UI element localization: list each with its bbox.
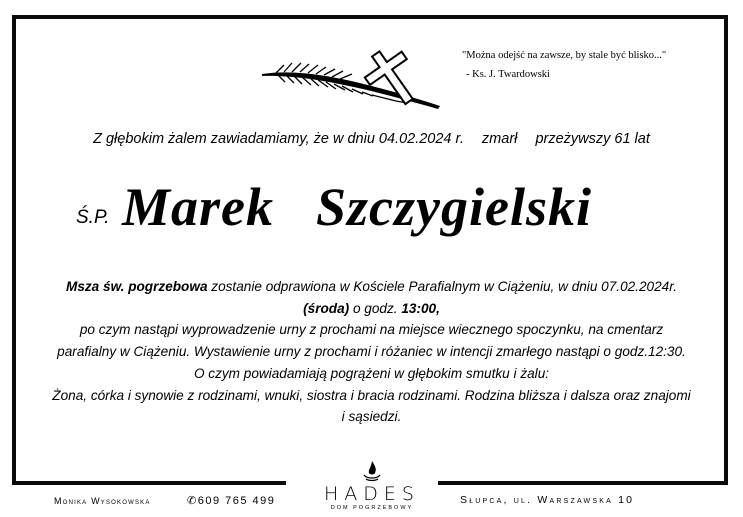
urn-info: po czym nastąpi wyprowadzenie urny z prochami na miejsce wiecznego spoczynku, na cmentarz parafialny w Ciążeniu. Wystawienie urny z prochami i różaniec w intencji zmarłego nastąpi o godz.12:30. — [57, 322, 686, 360]
weekday: (środa) — [303, 300, 350, 316]
cross-with-palm-icon — [262, 48, 442, 110]
mass-text: zostanie odprawiona w Kościele Parafialnym w Ciążeniu, w dniu 07.02.2024r. — [211, 279, 677, 294]
announcement-line — [0, 131, 743, 147]
phone-icon: ✆ — [187, 495, 198, 507]
contact-name: Monika Wysokowska — [54, 496, 151, 506]
company-subtitle: DOM POGRZEBOWY — [330, 505, 414, 511]
company-address: Słupca, ul. Warszawska 10 — [460, 494, 635, 506]
first-name: Marek — [122, 177, 274, 237]
company-name: HADES — [324, 483, 420, 505]
deceased-name — [122, 176, 592, 238]
mourners-intro: O czym powiadamiają pogrążeni w głębokim smutku i żalu: — [193, 365, 550, 381]
flame-icon — [362, 460, 382, 482]
age-text: przeżywszy 61 lat — [535, 131, 650, 147]
company-logo — [306, 458, 438, 514]
mass-label: Msza św. pogrzebowa — [66, 279, 208, 294]
quote-author: - Ks. J. Twardowski — [466, 69, 550, 80]
quote-text: "Można odejść na zawsze, by stale być blisko..." — [462, 50, 667, 61]
intro-prefix: Z głębokim żalem zawiadamiamy, że w dniu — [93, 131, 375, 147]
time-prefix: o godz. — [352, 300, 398, 316]
phone-number: 609 765 499 — [197, 495, 276, 507]
mass-time: 13:00, — [401, 300, 440, 316]
last-name: Szczygielski — [316, 177, 592, 237]
died-word: zmarł — [481, 131, 518, 147]
sp-prefix: Ś.P. — [76, 207, 110, 228]
date-suffix: r. — [455, 131, 464, 147]
quote-block — [462, 46, 722, 84]
funeral-details — [50, 276, 693, 428]
mass-info — [50, 276, 693, 319]
death-date: 04.02.2024 — [378, 131, 452, 147]
mourners-list: Żona, córka i synowie z rodzinami, wnuki, siostra i bracia rodzinami. Rodzina bliższa i dalsza oraz znajomi i sąsiedzi. — [52, 387, 691, 425]
contact-phone — [187, 494, 275, 507]
